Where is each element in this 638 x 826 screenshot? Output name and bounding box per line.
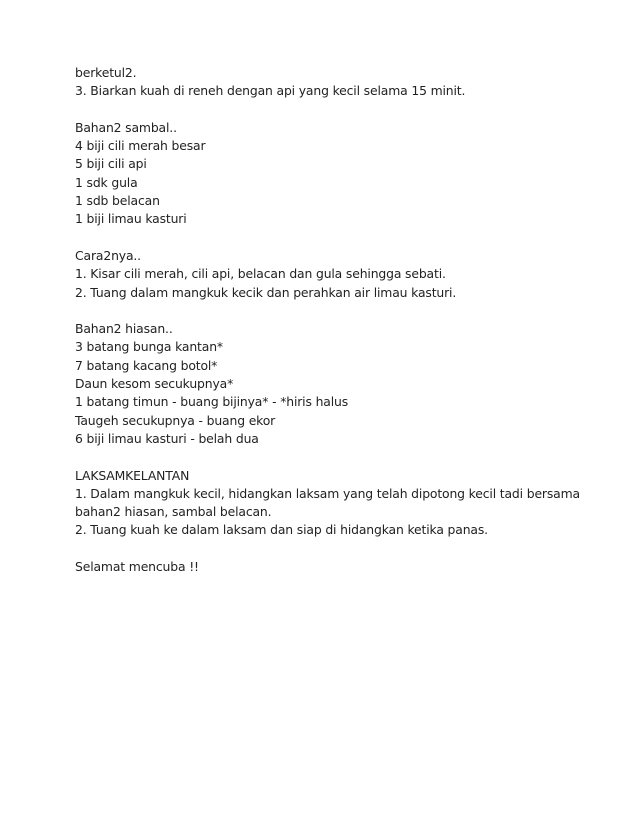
step-line: 2. Tuang dalam mangkuk kecik dan perahkan air limau kasturi. [75,284,457,300]
text-line: berketul2. [75,65,137,80]
ingredient-line: 7 batang kacang botol* [75,357,218,373]
blank-line [75,101,595,119]
section-heading-method: Cara2nya.. [75,247,141,263]
step-line: 1. Kisar cili merah, cili api, belacan dan gula sehingga sebati. [75,266,446,282]
blank-line [75,540,595,558]
ingredient-line: Taugeh secukupnya - buang ekor [75,412,276,428]
ingredient-line: 6 biji limau kasturi - belah dua [75,430,259,446]
closing-line: Selamat mencuba !! [75,559,199,575]
section-heading-laksam: LAKSAMKELANTAN [75,467,190,483]
ingredient-line: 5 biji cili api [75,156,147,172]
blank-line [75,229,595,247]
step-line: 2. Tuang kuah ke dalam laksam dan siap di hidangkan ketika panas. [75,522,488,538]
section-heading-sambal: Bahan2 sambal.. [75,119,177,135]
document-body [75,64,595,576]
step-line: 1. Dalam mangkuk kecil, hidangkan laksam yang telah dipotong kecil tadi bersama [75,485,580,501]
text-line: 3. Biarkan kuah di reneh dengan api yang kecil selama 15 minit. [75,83,466,99]
blank-line [75,448,595,466]
ingredient-line: 1 sdk gula [75,174,138,190]
step-line: bahan2 hiasan, sambal belacan. [75,504,272,520]
ingredient-line: 1 sdb belacan [75,193,160,209]
ingredient-line: 1 biji limau kasturi [75,211,187,227]
section-heading-garnish: Bahan2 hiasan.. [75,321,173,337]
ingredient-line: 1 batang timun - buang bijinya* - *hiris halus [75,394,349,410]
ingredient-line: Daun kesom secukupnya* [75,376,234,392]
ingredient-line: 4 biji cili merah besar [75,138,206,154]
ingredient-line: 3 batang bunga kantan* [75,339,223,355]
blank-line [75,302,595,320]
